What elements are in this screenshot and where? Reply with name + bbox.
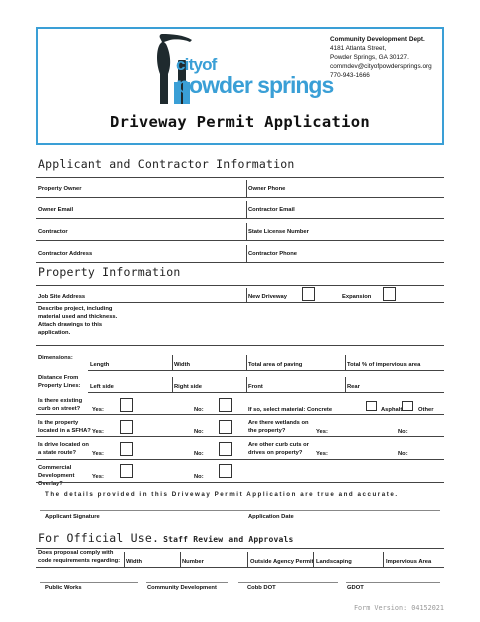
sfha-yes-checkbox[interactable] (120, 420, 133, 434)
curb-no-checkbox[interactable] (219, 398, 232, 412)
existing-curb-label: Is there existing curb on street? (38, 398, 83, 412)
new-driveway-checkbox[interactable] (302, 287, 315, 301)
contractor-address-label: Contractor Address (38, 251, 93, 257)
expansion-label: Expansion (342, 294, 372, 300)
field-divider (172, 377, 173, 392)
landscaping-label: Landscaping (316, 559, 352, 565)
owner-email-label: Owner Email (38, 207, 74, 213)
gdot-label: GDOT (347, 585, 364, 591)
official-section-title (38, 532, 294, 546)
commercial-yes-label: Yes: (92, 474, 104, 480)
cobb-dot-label: Cobb DOT (247, 585, 276, 591)
field-divider (246, 223, 247, 240)
field-line (36, 262, 444, 263)
field-line (36, 482, 444, 483)
job-site-address-label: Job Site Address (38, 294, 86, 300)
state-license-label: State License Number (248, 229, 309, 235)
field-divider (247, 552, 248, 567)
curb-yes-label: Yes: (92, 407, 104, 413)
commercial-no-checkbox[interactable] (219, 464, 232, 478)
public-works-signature-line[interactable] (40, 582, 138, 583)
wetlands-label: Are there wetlands on the property? (248, 420, 309, 434)
impervious-area-label: Impervious Area (386, 559, 432, 565)
route-no-checkbox[interactable] (219, 442, 232, 456)
field-divider (345, 355, 346, 370)
field-line (36, 567, 444, 568)
cobb-dot-signature-line[interactable] (238, 582, 338, 583)
field-line (36, 218, 444, 219)
community-dev-signature-line[interactable] (146, 582, 228, 583)
cuts-no-label: No: (398, 451, 408, 457)
official-width-label: Width (126, 559, 143, 565)
sfha-yes-label: Yes: (92, 429, 104, 435)
official-number-label: Number (182, 559, 204, 565)
field-divider (246, 288, 247, 302)
field-line (88, 370, 444, 371)
signature-line[interactable] (40, 510, 440, 511)
page-title: Driveway Permit Application (109, 113, 371, 131)
owner-phone-label: Owner Phone (248, 186, 286, 192)
curb-cuts-label: Are other curb cuts or drives on property? (248, 442, 309, 456)
width-label: Width (174, 362, 191, 368)
field-line (36, 302, 444, 303)
dimensions-label: Dimensions: (38, 355, 73, 361)
asphalt-label: Asphalt (381, 407, 403, 413)
curb-no-label: No: (194, 407, 204, 413)
sfha-label: Is the property located in a SFHA? (38, 420, 91, 434)
divider (36, 177, 444, 178)
route-yes-checkbox[interactable] (120, 442, 133, 456)
left-side-label: Left side (90, 384, 114, 390)
certification-statement: The details provided in this Driveway Permit Application are true and accurate. (45, 491, 399, 498)
commercial-no-label: No: (194, 474, 204, 480)
field-line (36, 459, 444, 460)
select-material-label: If so, select material: Concrete (248, 407, 333, 413)
field-divider (246, 180, 247, 197)
curb-yes-checkbox[interactable] (120, 398, 133, 412)
field-line (36, 197, 444, 198)
field-divider (180, 552, 181, 567)
contact-city: Powder Springs, GA 30127. (330, 54, 409, 62)
cuts-yes-label: Yes: (316, 451, 328, 457)
contact-email[interactable]: commdev@cityofpowdersprings.org (330, 63, 432, 71)
field-divider (246, 355, 247, 370)
contact-block (330, 35, 432, 80)
concrete-checkbox[interactable] (366, 401, 377, 411)
asphalt-checkbox[interactable] (402, 401, 413, 411)
wetlands-no-label: No: (398, 429, 408, 435)
contact-street: 4181 Atlanta Street, (330, 45, 387, 53)
sfha-no-checkbox[interactable] (219, 420, 232, 434)
wetlands-yes-label: Yes: (316, 429, 328, 435)
official-subheading: Staff Review and Approvals (163, 535, 294, 544)
field-line (36, 436, 444, 437)
new-driveway-label: New Driveway (248, 294, 287, 300)
total-paving-label: Total area of paving (248, 362, 303, 368)
property-owner-label: Property Owner (38, 186, 82, 192)
field-line (36, 414, 444, 415)
applicant-signature-label: Applicant Signature (45, 514, 100, 520)
route-no-label: No: (194, 451, 204, 457)
field-divider (313, 552, 314, 567)
right-side-label: Right side (174, 384, 203, 390)
contractor-phone-label: Contractor Phone (248, 251, 297, 257)
logo-text-city: cityof (176, 55, 217, 74)
commercial-yes-checkbox[interactable] (120, 464, 133, 478)
describe-project-label: Describe project, including material used and thickness. Attach drawings to this application. (38, 306, 118, 336)
logo-text-name: powder springs (176, 72, 334, 98)
divider (36, 548, 444, 549)
form-version: Form Version: 04152021 (353, 604, 444, 612)
field-divider (246, 377, 247, 392)
contact-phone: 770-943-1666 (330, 72, 370, 80)
contractor-label: Contractor (38, 229, 68, 235)
contractor-email-label: Contractor Email (248, 207, 295, 213)
length-label: Length (90, 362, 110, 368)
field-divider (246, 201, 247, 218)
contact-dept: Community Development Dept. (330, 36, 425, 43)
field-divider (124, 552, 125, 567)
rear-label: Rear (347, 384, 360, 390)
field-divider (246, 245, 247, 262)
sfha-no-label: No: (194, 429, 204, 435)
front-label: Front (248, 384, 263, 390)
property-section-title: Property Information (38, 265, 181, 279)
gdot-signature-line[interactable] (346, 582, 440, 583)
other-label: Other (418, 407, 434, 413)
field-line (36, 240, 444, 241)
field-divider (383, 552, 384, 567)
field-line (88, 392, 444, 393)
applicant-section-title: Applicant and Contractor Information (38, 157, 295, 171)
comply-label: Does proposal comply with code requirements regarding: (38, 550, 121, 564)
divider (36, 285, 444, 286)
field-line (36, 345, 444, 346)
state-route-label: Is drive located on a state route? (38, 442, 89, 456)
application-date-label: Application Date (248, 514, 294, 520)
total-impervious-label: Total % of impervious area (347, 362, 421, 368)
public-works-label: Public Works (45, 585, 82, 591)
distance-label: Distance From Property Lines: (38, 375, 81, 389)
community-development-label: Community Development (147, 585, 217, 591)
expansion-checkbox[interactable] (383, 287, 396, 301)
outside-agency-label: Outside Agency Permit (250, 559, 314, 565)
field-divider (345, 377, 346, 392)
official-heading: For Official Use. (38, 531, 160, 545)
field-divider (172, 355, 173, 370)
route-yes-label: Yes: (92, 451, 104, 457)
commercial-overlay-label: Commercial Development Overlay? (38, 465, 75, 487)
